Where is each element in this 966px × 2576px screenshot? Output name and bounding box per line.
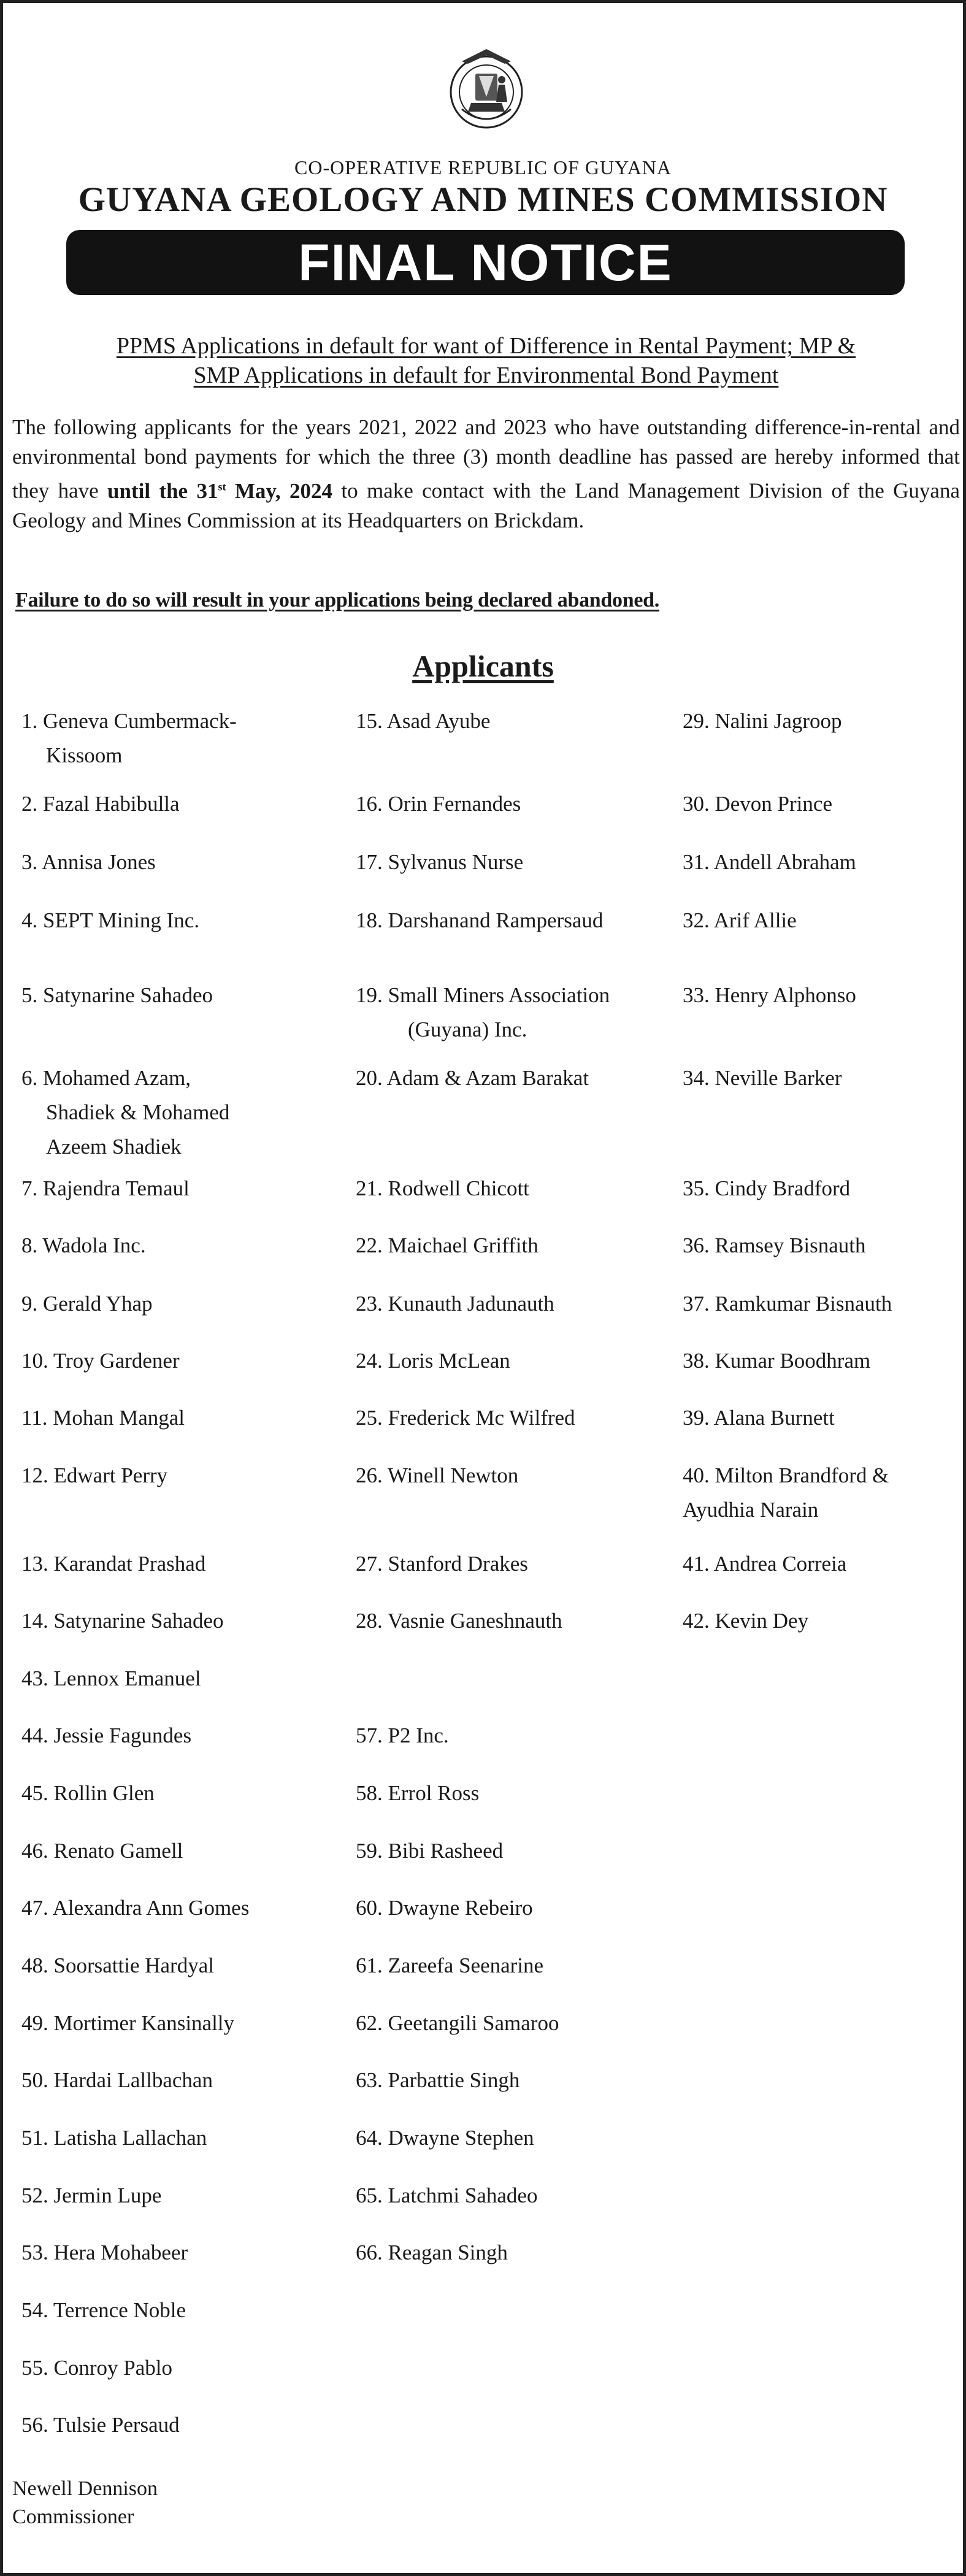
list-item: 25. Frederick Mc Wilfred xyxy=(356,1406,575,1430)
list-item: 43. Lennox Emanuel xyxy=(21,1666,201,1690)
list-item: 48. Soorsattie Hardyal xyxy=(21,1953,214,1977)
list-item: 33. Henry Alphonso xyxy=(683,983,856,1007)
list-item: 24. Loris McLean xyxy=(356,1349,510,1373)
subtitle-line-1: PPMS Applications in default for want of Difference in Rental Payment; MP & xyxy=(116,333,856,359)
list-item: 59. Bibi Rasheed xyxy=(356,1839,504,1863)
list-item: 58. Errol Ross xyxy=(356,1781,480,1805)
list-item: 29. Nalini Jagroop xyxy=(683,709,842,733)
list-item: 31. Andell Abraham xyxy=(683,850,856,874)
list-item: 53. Hera Mohabeer xyxy=(21,2241,188,2264)
signature-block xyxy=(12,2475,158,2531)
list-item: 11. Mohan Mangal xyxy=(21,1406,185,1430)
commission-title: GUYANA GEOLOGY AND MINES COMMISSION xyxy=(78,180,888,219)
notice-subtitle xyxy=(28,331,945,390)
gggmc-crest-icon xyxy=(443,37,529,159)
list-item: 37. Ramkumar Bisnauth xyxy=(683,1292,892,1316)
list-item: 38. Kumar Boodhram xyxy=(683,1349,871,1373)
list-item: 36. Ramsey Bisnauth xyxy=(683,1233,866,1257)
list-item: 9. Gerald Yhap xyxy=(21,1292,153,1316)
list-item: 22. Maichael Griffith xyxy=(356,1233,539,1257)
final-notice-banner: FINAL NOTICE xyxy=(66,230,905,295)
list-item: 10. Troy Gardener xyxy=(21,1349,180,1373)
list-item: 18. Darshanand Rampersaud xyxy=(356,908,604,932)
list-item: 23. Kunauth Jadunauth xyxy=(356,1292,554,1316)
applicants-heading: Applicants xyxy=(412,649,554,683)
list-item: 16. Orin Fernandes xyxy=(356,792,521,816)
list-item: 12. Edwart Perry xyxy=(21,1463,168,1487)
list-item: 61. Zareefa Seenarine xyxy=(356,1953,544,1977)
list-item: 27. Stanford Drakes xyxy=(356,1552,528,1576)
list-item: 30. Devon Prince xyxy=(683,792,832,816)
list-item: 55. Conroy Pablo xyxy=(21,2356,172,2380)
list-item: 47. Alexandra Ann Gomes xyxy=(21,1896,250,1920)
list-item: 52. Jermin Lupe xyxy=(21,2183,162,2207)
list-item: 5. Satynarine Sahadeo xyxy=(21,983,213,1007)
deadline-date: until the 31st May, 2024 xyxy=(107,478,333,503)
list-item: 14. Satynarine Sahadeo xyxy=(21,1609,224,1633)
list-item: 66. Reagan Singh xyxy=(356,2241,508,2264)
list-item: 20. Adam & Azam Barakat xyxy=(356,1066,589,1090)
abandonment-warning: Failure to do so will result in your applications being declared abandoned. xyxy=(15,589,659,611)
intro-paragraph xyxy=(12,413,960,535)
list-item: 44. Jessie Fagundes xyxy=(21,1723,192,1747)
list-item: 7. Rajendra Temaul xyxy=(21,1176,190,1200)
list-item: 60. Dwayne Rebeiro xyxy=(356,1896,533,1920)
intro-before: The following applicants for the years 2021, 2022 and 2023 who have outstanding difference-in-rental and environmental bond payments for which the three (3) month deadline has passed are hereby informed that they have xyxy=(12,415,960,503)
list-item: 42. Kevin Dey xyxy=(683,1609,809,1633)
signatory-name: Newell Dennison xyxy=(12,2477,158,2500)
list-item: 8. Wadola Inc. xyxy=(21,1233,146,1257)
list-item: 40. Milton Brandford & Ayudhia Narain xyxy=(683,1463,889,1522)
list-item: 13. Karandat Prashad xyxy=(21,1552,206,1576)
list-item: 57. P2 Inc. xyxy=(356,1723,449,1747)
list-item: 64. Dwayne Stephen xyxy=(356,2126,534,2150)
list-item: 6. Mohamed Azam, Shadiek & Mohamed Azeem Shadiek xyxy=(21,1066,230,1159)
intro-after: to make contact with the Land Management Division of the Guyana Geology and Mines Commission at its Headquarters on Brickdam. xyxy=(12,478,960,532)
list-item: 17. Sylvanus Nurse xyxy=(356,850,524,874)
list-item: 32. Arif Allie xyxy=(683,908,797,932)
list-item: 46. Renato Gamell xyxy=(21,1839,183,1863)
list-item: 51. Latisha Lallachan xyxy=(21,2126,207,2150)
list-item: 28. Vasnie Ganeshnauth xyxy=(356,1609,562,1633)
list-item: 34. Neville Barker xyxy=(683,1066,842,1090)
list-item: 45. Rollin Glen xyxy=(21,1781,155,1805)
list-item: 56. Tulsie Persaud xyxy=(21,2413,180,2437)
republic-title: CO-OPERATIVE REPUBLIC OF GUYANA xyxy=(294,156,672,178)
list-item: 19. Small Miners Association (Guyana) Inc. xyxy=(356,983,610,1041)
list-item: 39. Alana Burnett xyxy=(683,1406,835,1430)
list-item: 63. Parbattie Singh xyxy=(356,2068,520,2092)
signatory-title: Commissioner xyxy=(12,2505,134,2528)
list-item: 49. Mortimer Kansinally xyxy=(21,2011,235,2035)
list-item: 3. Annisa Jones xyxy=(21,850,156,874)
list-item: 26. Winell Newton xyxy=(356,1463,519,1487)
list-item: 21. Rodwell Chicott xyxy=(356,1176,529,1200)
list-item: 54. Terrence Noble xyxy=(21,2298,186,2322)
list-item: 1. Geneva Cumbermack- Kissoom xyxy=(21,709,237,767)
list-item: 35. Cindy Bradford xyxy=(683,1176,851,1200)
list-item: 65. Latchmi Sahadeo xyxy=(356,2183,538,2207)
list-item: 2. Fazal Habibulla xyxy=(21,792,180,816)
list-item: 4. SEPT Mining Inc. xyxy=(21,908,200,932)
list-item: 41. Andrea Correia xyxy=(683,1552,847,1576)
list-item: 15. Asad Ayube xyxy=(356,709,491,733)
subtitle-line-2: SMP Applications in default for Environmental Bond Payment xyxy=(193,362,779,388)
list-item: 50. Hardai Lallbachan xyxy=(21,2068,213,2092)
list-item: 62. Geetangili Samaroo xyxy=(356,2011,559,2035)
